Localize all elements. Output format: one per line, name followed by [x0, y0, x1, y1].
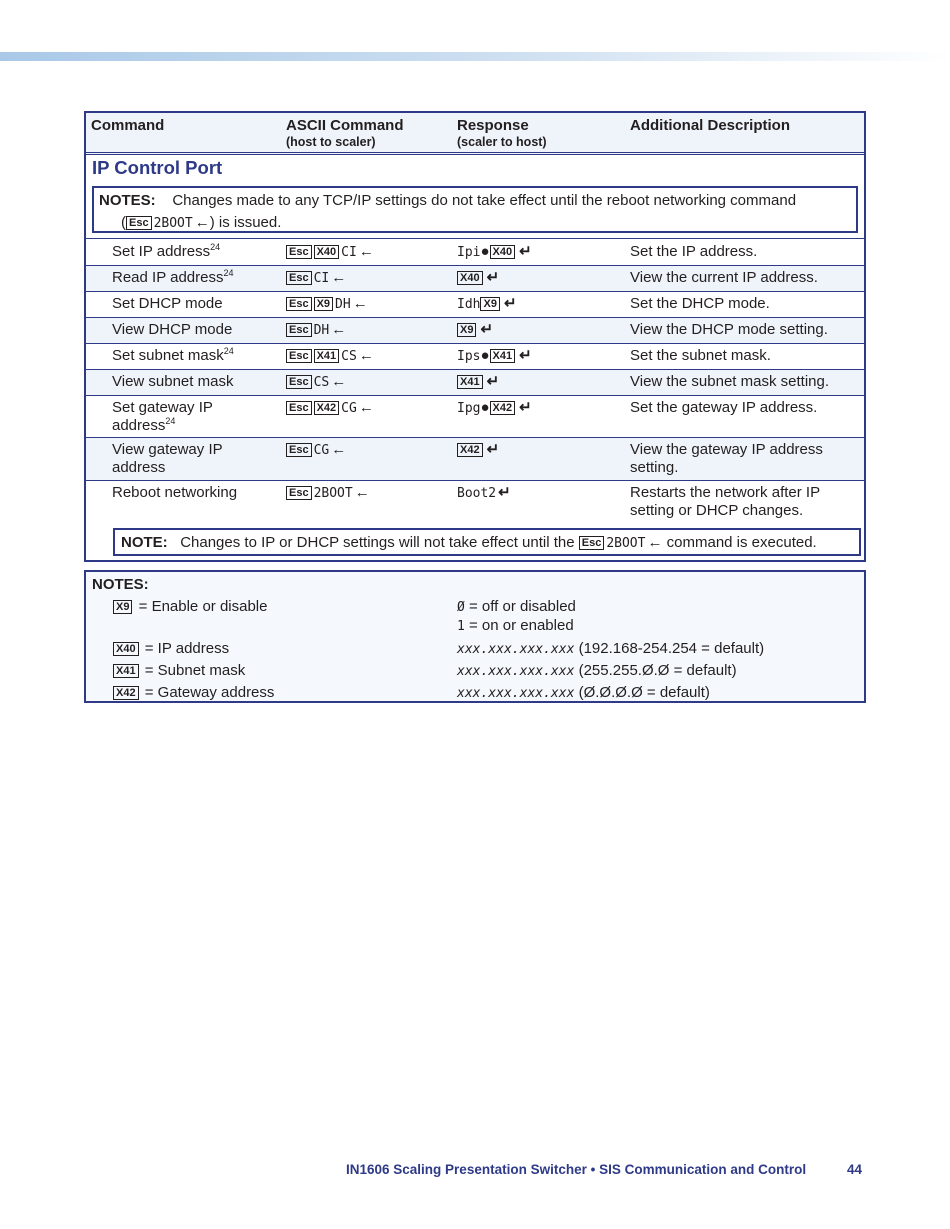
legend-x41 — [113, 662, 245, 679]
legend-label: = Subnet mask — [144, 662, 246, 679]
legend-x9 — [113, 598, 267, 615]
row-ascii — [286, 399, 374, 418]
x41-key: X41 — [457, 375, 483, 389]
response-text: Ipg — [457, 401, 481, 416]
col-command-header: Command — [91, 117, 165, 134]
row-response — [457, 399, 532, 418]
command-text: Read IP address — [112, 269, 224, 286]
command-text: Set gateway IP — [112, 399, 213, 416]
x41-key: X41 — [490, 349, 516, 363]
ascii-cmd: CG — [313, 443, 330, 458]
ascii-cmd: CG — [341, 401, 357, 416]
section-divider — [86, 238, 864, 239]
legend-label: = IP address — [144, 640, 230, 657]
row-ascii — [286, 484, 370, 503]
legend-x9-value-1 — [457, 617, 574, 634]
value-symbol: 1 — [457, 619, 465, 634]
esc-key: Esc — [286, 401, 312, 415]
enter-icon: ← — [358, 399, 374, 416]
row-response — [457, 441, 499, 459]
notes-paren: ( — [121, 214, 126, 231]
legend-x42 — [113, 684, 274, 701]
row-command — [112, 399, 292, 435]
col-response-sub: (scaler to host) — [457, 135, 547, 149]
esc-key: Esc — [579, 536, 605, 550]
row-response — [457, 347, 532, 366]
ascii-cmd: 2BOOT — [313, 486, 353, 501]
row-ascii — [286, 295, 368, 314]
notes-box — [92, 186, 858, 233]
enter-icon: ← — [194, 214, 210, 231]
row-description — [630, 441, 860, 477]
esc-key: Esc — [286, 245, 312, 259]
return-icon: ↵ — [503, 295, 517, 312]
esc-key: Esc — [286, 349, 312, 363]
return-icon: ↵ — [486, 373, 500, 390]
row-command — [112, 347, 292, 365]
col-ascii-label: ASCII Command — [286, 117, 404, 134]
footnote-ref: 24 — [223, 268, 234, 278]
row-description: Set the gateway IP address. — [630, 399, 818, 416]
description-text: View the gateway IP address — [630, 441, 823, 458]
esc-key: Esc — [286, 323, 312, 337]
notes-label: NOTES: — [99, 192, 156, 209]
table-row — [86, 369, 864, 395]
command-text-2: address — [112, 417, 166, 434]
table-row — [86, 437, 864, 480]
table-row — [86, 291, 864, 317]
row-ascii — [286, 373, 346, 392]
return-icon: ↵ — [519, 399, 532, 416]
row-ascii — [286, 347, 374, 366]
row-command: View DHCP mode — [112, 321, 233, 338]
reboot-note-text — [121, 534, 817, 551]
command-text: Set IP address — [112, 243, 211, 260]
legend-label: = Enable or disable — [138, 598, 268, 615]
x40-key: X40 — [457, 271, 483, 285]
esc-key: Esc — [286, 443, 312, 457]
note-text-2: command is executed. — [666, 534, 817, 551]
section-title: IP Control Port — [92, 157, 223, 178]
value-symbol: Ø — [457, 600, 465, 615]
ascii-cmd: CS — [313, 375, 330, 390]
response-text: Boot2 — [457, 486, 497, 501]
row-command — [112, 243, 292, 261]
ip-command-table — [84, 111, 866, 562]
command-text: View gateway IP — [112, 441, 223, 458]
page-number: 44 — [847, 1162, 863, 1177]
esc-key: Esc — [286, 486, 312, 500]
note-text-1: Changes to IP or DHCP settings will not take effect until the — [180, 534, 575, 551]
col-description-header: Additional Description — [630, 117, 791, 134]
table-row — [86, 265, 864, 291]
enter-icon: ← — [358, 243, 374, 260]
esc-key: Esc — [286, 271, 312, 285]
legend-label: = Gateway address — [144, 684, 275, 701]
table-row — [86, 395, 864, 437]
row-description: Set the IP address. — [630, 243, 758, 260]
x42-key: X42 — [490, 401, 516, 415]
x9-key: X9 — [113, 600, 132, 614]
response-text: Idh — [457, 297, 481, 312]
enter-icon: ← — [354, 484, 370, 501]
x42-key: X42 — [314, 401, 340, 415]
esc-key: Esc — [126, 216, 152, 230]
row-command: Reboot networking — [112, 484, 238, 501]
page-footer — [346, 1162, 866, 1177]
top-color-band — [0, 52, 950, 61]
row-command: Set DHCP mode — [112, 295, 223, 312]
x9-key: X9 — [480, 297, 499, 311]
x42-key: X42 — [457, 443, 483, 457]
value-format: xxx.xxx.xxx.xxx — [457, 642, 575, 657]
col-ascii-sub: (host to scaler) — [286, 135, 376, 149]
row-ascii — [286, 321, 346, 340]
value-default: (192.168-254.254 = default) — [578, 640, 765, 657]
reboot-note-box — [113, 528, 861, 556]
row-response — [457, 295, 517, 314]
footer-text: IN1606 Scaling Presentation Switcher • SIS Communication and Control — [346, 1162, 807, 1177]
ascii-cmd: DH — [335, 297, 351, 312]
col-response-label: Response — [457, 117, 529, 134]
return-icon: ↵ — [480, 321, 494, 338]
description-text: Restarts the network after IP — [630, 484, 821, 501]
row-description: Set the DHCP mode. — [630, 295, 770, 312]
note-cmd: 2BOOT — [606, 536, 646, 551]
note-label: NOTE: — [121, 534, 168, 551]
x40-key: X40 — [490, 245, 516, 259]
notes-line-2 — [121, 214, 281, 231]
legend-x42-value — [457, 684, 710, 701]
footnote-ref: 24 — [165, 416, 176, 426]
row-response — [457, 243, 532, 262]
legend-x40-value — [457, 640, 764, 657]
value-text: = off or disabled — [469, 598, 576, 615]
x9-key: X9 — [457, 323, 476, 337]
row-description: Set the subnet mask. — [630, 347, 771, 364]
x9-key: X9 — [314, 297, 333, 311]
table-row — [86, 317, 864, 343]
notes-line-1 — [99, 192, 796, 209]
row-command — [112, 441, 292, 477]
row-command — [112, 269, 292, 287]
notes-cmd: 2BOOT — [153, 216, 193, 231]
notes-text-1: Changes made to any TCP/IP settings do not take effect until the reboot networking command — [172, 192, 797, 209]
legend-x41-value — [457, 662, 737, 679]
command-text-2: address — [112, 459, 166, 476]
enter-icon: ← — [647, 534, 663, 551]
return-icon: ↵ — [519, 243, 532, 260]
variables-legend — [84, 570, 866, 703]
footnote-ref: 24 — [223, 346, 234, 356]
x40-key: X40 — [314, 245, 340, 259]
bullet-icon: ● — [480, 347, 490, 364]
table-header — [86, 113, 864, 155]
footnote-ref: 24 — [210, 242, 221, 252]
response-text: Ipi — [457, 245, 481, 260]
value-format: xxx.xxx.xxx.xxx — [457, 664, 575, 679]
x41-key: X41 — [314, 349, 340, 363]
enter-icon: ← — [331, 373, 347, 390]
return-icon: ↵ — [498, 484, 511, 501]
enter-icon: ← — [331, 321, 347, 338]
row-description: View the subnet mask setting. — [630, 373, 829, 390]
table-row — [86, 343, 864, 369]
row-ascii — [286, 243, 374, 262]
table-row — [86, 240, 864, 265]
row-description — [630, 484, 860, 520]
value-default: (255.255.Ø.Ø = default) — [578, 662, 737, 679]
row-response — [457, 321, 493, 339]
row-ascii — [286, 269, 346, 288]
bullet-icon: ● — [480, 399, 490, 416]
row-response — [457, 373, 499, 391]
ascii-cmd: CI — [341, 245, 357, 260]
esc-key: Esc — [286, 375, 312, 389]
row-response — [457, 269, 499, 287]
legend-x40 — [113, 640, 229, 657]
legend-title: NOTES: — [92, 576, 149, 593]
ascii-cmd: CS — [341, 349, 357, 364]
return-icon: ↵ — [486, 441, 500, 458]
enter-icon: ← — [358, 347, 374, 364]
bullet-icon: ● — [480, 243, 490, 260]
x40-key: X40 — [113, 642, 139, 656]
row-description: View the DHCP mode setting. — [630, 321, 828, 338]
legend-x9-value-0 — [457, 598, 576, 615]
row-command: View subnet mask — [112, 373, 234, 390]
enter-icon: ← — [352, 295, 368, 312]
return-icon: ↵ — [486, 269, 500, 286]
col-response-header — [457, 117, 547, 151]
notes-text-2: ) is issued. — [209, 214, 282, 231]
row-description: View the current IP address. — [630, 269, 818, 286]
esc-key: Esc — [286, 297, 312, 311]
x42-key: X42 — [113, 686, 139, 700]
x41-key: X41 — [113, 664, 139, 678]
row-ascii — [286, 441, 346, 460]
return-icon: ↵ — [519, 347, 532, 364]
value-text: = on or enabled — [469, 617, 574, 634]
value-default: (Ø.Ø.Ø.Ø = default) — [578, 684, 710, 701]
value-format: xxx.xxx.xxx.xxx — [457, 686, 575, 701]
enter-icon: ← — [331, 441, 347, 458]
ascii-cmd: DH — [313, 323, 330, 338]
ascii-cmd: CI — [313, 271, 330, 286]
enter-icon: ← — [331, 269, 347, 286]
command-text: Set subnet mask — [112, 347, 224, 364]
col-ascii-header — [286, 117, 404, 151]
row-response — [457, 484, 511, 503]
response-text: Ips — [457, 349, 481, 364]
description-text-2: setting. — [630, 459, 679, 476]
description-text-2: setting or DHCP changes. — [630, 502, 804, 519]
